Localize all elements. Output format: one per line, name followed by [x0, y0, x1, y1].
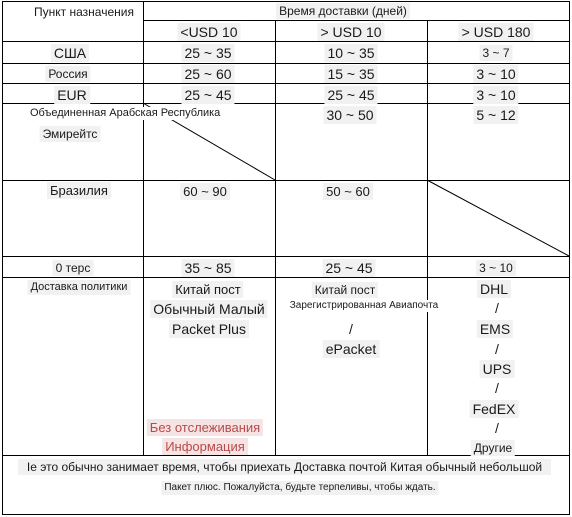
policy-col-c-fedex: FedEX [470, 400, 519, 418]
policy-col-c-ups: UPS [480, 360, 515, 378]
row-other-gt180: 3 ~ 10 [476, 260, 516, 276]
row-uae-gt10: 30 ~ 50 [323, 106, 376, 124]
footer-note-line2: Пакет плюс. Пожалуйста, будьте терпеливы, чтобы ждать. [161, 481, 438, 495]
policy-col-c-sep4: / [495, 420, 499, 436]
row-eur-gt180: 3 ~ 10 [473, 86, 518, 104]
row-russia-gt10: 15 ~ 35 [324, 65, 377, 83]
row-other-gt10: 25 ~ 45 [322, 259, 375, 277]
policy-no-tracking-note-line2: Информация [162, 438, 248, 455]
policy-label: Доставка политики [28, 280, 131, 295]
row-eur-name: EUR [54, 86, 90, 104]
header-destination: Пункт назначения [34, 5, 134, 19]
policy-col-c-other: Другие [471, 440, 515, 456]
policy-col-a-line2: Обычный Малый [150, 300, 267, 318]
footer-note-line1: Ie это обычно занимает время, чтобы приехать Доставка почтой Китая обычный небольшой [18, 459, 551, 475]
policy-col-a-line1: Китай пост [172, 281, 243, 298]
policy-col-b-line2: Зарегистрированная Авиапочта [289, 300, 439, 311]
row-uae-gt180: 5 ~ 12 [473, 106, 518, 124]
row-brazil-lt10: 60 ~ 90 [180, 183, 230, 200]
row-usa-gt180: 3 ~ 7 [479, 45, 512, 61]
header-col-gt10: > USD 10 [317, 23, 384, 41]
policy-col-c-sep1: / [495, 300, 499, 316]
empty-cell-diagonal [427, 180, 569, 256]
row-brazil-name: Бразилия [47, 182, 111, 199]
policy-col-b-sep: / [349, 321, 353, 337]
row-russia-lt10: 25 ~ 60 [181, 65, 234, 83]
header-col-lt10: <USD 10 [177, 23, 240, 41]
row-other-lt10: 35 ~ 85 [181, 259, 234, 277]
row-usa-lt10: 25 ~ 35 [181, 44, 234, 62]
row-other-name: 0 терс [53, 260, 94, 276]
row-russia-gt180: 3 ~ 10 [473, 65, 518, 83]
row-russia-name: Россия [45, 66, 90, 82]
row-brazil-gt10: 50 ~ 60 [323, 183, 373, 200]
policy-col-b-line4: ePacket [323, 340, 380, 358]
policy-col-c-sep3: / [495, 380, 499, 396]
row-eur-lt10: 25 ~ 45 [181, 86, 234, 104]
header-delivery-time: Время доставки (дней) [276, 3, 410, 19]
policy-col-a-line3: Packet Plus [169, 320, 249, 338]
row-eur-gt10: 25 ~ 45 [324, 86, 377, 104]
row-uae-name-line1: Объединенная Арабская Республика [30, 107, 221, 119]
row-usa-gt10: 10 ~ 35 [324, 44, 377, 62]
policy-col-c-dhl: DHL [477, 280, 511, 298]
policy-no-tracking-note-line1: Без отслеживания [147, 419, 263, 436]
policy-col-b-line1: Китай пост [312, 282, 378, 298]
row-uae-name-line2: Эмирейтс [40, 126, 101, 142]
row-usa-name: США [51, 44, 89, 62]
policy-col-c-sep2: / [495, 341, 499, 357]
policy-col-c-ems: EMS [477, 320, 513, 338]
header-col-gt180: > USD 180 [459, 23, 534, 41]
